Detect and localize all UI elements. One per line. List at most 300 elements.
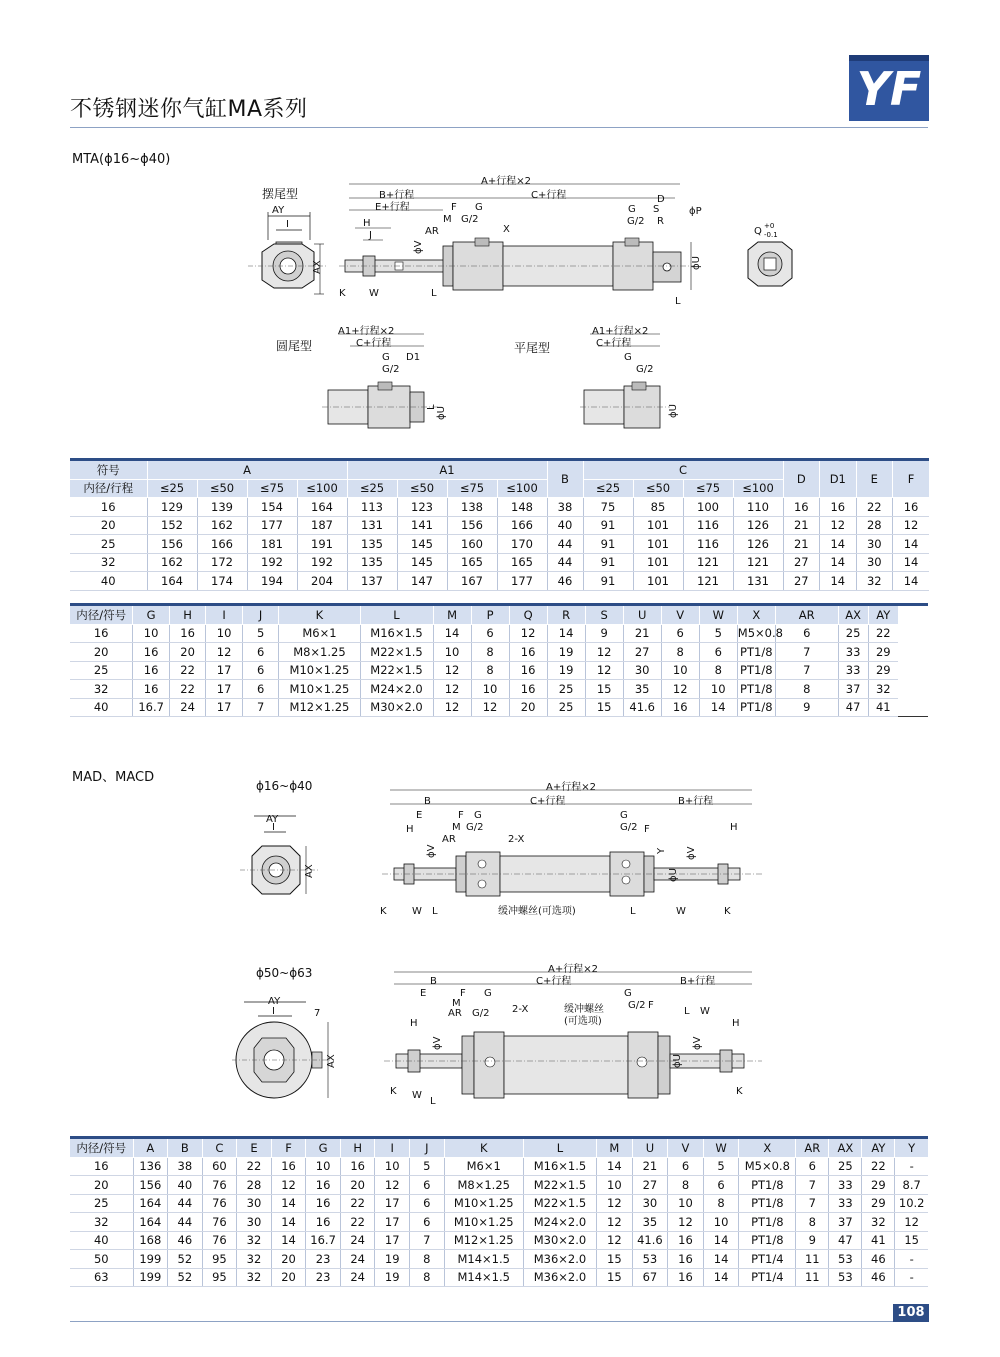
column-header: G [306, 1138, 341, 1158]
table-cell: 166 [497, 516, 547, 535]
table-cell: 40 [168, 1176, 203, 1195]
table-cell: 16 [820, 498, 857, 517]
table-cell: 22 [868, 624, 898, 643]
table-cell: 15 [597, 1250, 633, 1269]
table-cell: 50 [70, 1250, 133, 1269]
table-cell: 20 [509, 698, 547, 717]
header-b: B [547, 460, 583, 498]
table-cell: 101 [633, 535, 683, 554]
header-a-stroke: ≤75 [247, 479, 297, 498]
table-cell: 60 [202, 1157, 237, 1176]
dim-r: R [657, 216, 664, 227]
table-cell: 192 [247, 553, 297, 572]
mad-large-dim-7: 7 [314, 1008, 321, 1019]
table-cell: 12 [433, 680, 471, 699]
column-header: H [169, 605, 206, 625]
table-cell: 16 [306, 1176, 341, 1195]
column-header: E [237, 1138, 272, 1158]
table-cell: 194 [247, 572, 297, 591]
dim-x: X [503, 224, 510, 235]
table-cell: 14 [703, 1231, 739, 1250]
table-cell: 14 [703, 1268, 739, 1287]
table-cell: PT1/8 [739, 1231, 796, 1250]
column-header: 内径/符号 [70, 605, 133, 625]
dim-j: J [369, 230, 372, 241]
table-row [70, 661, 928, 680]
dim-k: K [339, 288, 346, 299]
column-header: AX [838, 605, 868, 625]
table-cell: 12 [585, 643, 623, 662]
table-cell: 9 [796, 1231, 829, 1250]
dim-ay: AY [272, 205, 285, 216]
table-cell: 33 [829, 1194, 862, 1213]
mad-dim-w-rear: W [676, 906, 686, 917]
table-cell: 33 [838, 643, 868, 662]
mad-large-dim-g-rear: G [624, 988, 632, 999]
table-cell: 37 [829, 1213, 862, 1232]
dim-w: W [369, 288, 379, 299]
table-cell: 12 [206, 643, 243, 662]
table-cell: M12×1.25 [279, 698, 360, 717]
table-cell: 91 [583, 572, 633, 591]
table-cell: 177 [247, 516, 297, 535]
table-cell: 12 [433, 661, 471, 680]
table-cell: 126 [733, 535, 783, 554]
table-cell: M36×2.0 [523, 1268, 596, 1287]
column-header: L [523, 1138, 596, 1158]
table-row [70, 1176, 928, 1195]
mad-dim-2x: 2-X [508, 834, 525, 845]
table-cell: 20 [70, 1176, 133, 1195]
page-number: 108 [893, 1304, 929, 1322]
header-a1-stroke: ≤100 [497, 479, 547, 498]
column-header: Y [895, 1138, 928, 1158]
table-cell: M6×1 [279, 624, 360, 643]
dim-g2: G/2 [461, 214, 479, 225]
table-cell: 165 [497, 553, 547, 572]
table-cell: 17 [206, 698, 243, 717]
table-cell: 63 [70, 1268, 133, 1287]
column-header: V [661, 605, 699, 625]
column-header: W [699, 605, 737, 625]
range-small-label: ϕ16~ϕ40 [256, 779, 313, 793]
table-cell: 22 [340, 1213, 375, 1232]
column-header: 内径/符号 [70, 1138, 133, 1158]
column-header: AX [829, 1138, 862, 1158]
table-cell: M10×1.25 [279, 661, 360, 680]
table-cell: 25 [829, 1157, 862, 1176]
header-a1: A1 [347, 460, 547, 480]
table-cell: 12 [661, 680, 699, 699]
mta-dimension-table-b [70, 603, 928, 717]
table-cell: 53 [829, 1268, 862, 1287]
mad-dim-h: H [406, 824, 414, 835]
mad-large-cushion-b: (可选项) [564, 1016, 602, 1027]
column-header: X [737, 605, 775, 625]
column-header: U [632, 1138, 668, 1158]
table-cell: M8×1.25 [279, 643, 360, 662]
table-cell: 156 [133, 1176, 168, 1195]
table-cell: 29 [868, 661, 898, 680]
logo-text: YF [856, 62, 922, 116]
header-a-stroke: ≤25 [147, 479, 197, 498]
table-cell: 131 [347, 516, 397, 535]
table-cell: 164 [133, 1194, 168, 1213]
header-f: F [893, 460, 930, 498]
dim-c-stroke: C+行程 [531, 190, 567, 201]
table-cell: 12 [895, 1213, 928, 1232]
mad-large-dim-k-rear: K [736, 1086, 743, 1097]
table-cell: 16 [133, 661, 170, 680]
table-cell: M10×1.25 [444, 1213, 523, 1232]
table-cell: 10.2 [895, 1194, 928, 1213]
table-cell: 135 [347, 553, 397, 572]
table-cell: 16 [340, 1157, 375, 1176]
table-cell: 41 [862, 1231, 895, 1250]
table-cell: 7 [775, 643, 838, 662]
table-cell: 16 [70, 624, 133, 643]
column-header: W [703, 1138, 739, 1158]
table-cell: 95 [202, 1268, 237, 1287]
table-cell: 164 [147, 572, 197, 591]
table-cell: 166 [197, 535, 247, 554]
table-cell: 162 [197, 516, 247, 535]
table-cell: 29 [868, 643, 898, 662]
table-cell: 6 [242, 680, 279, 699]
mad-dim-v: ϕV [426, 844, 437, 858]
table-cell: 137 [347, 572, 397, 591]
column-header: G [133, 605, 170, 625]
table-cell: 14 [699, 698, 737, 717]
mad-dim-ay: AY [266, 814, 279, 825]
table-cell: 5 [242, 624, 279, 643]
table-cell: 24 [340, 1231, 375, 1250]
table-cell: 9 [585, 624, 623, 643]
column-header: I [375, 1138, 410, 1158]
mad-dim-m: M [452, 822, 461, 833]
table-cell: 121 [733, 553, 783, 572]
mad-dim-g2: G/2 [466, 822, 484, 833]
mad-dim-g-rear: G [620, 810, 628, 821]
table-cell: 5 [410, 1157, 445, 1176]
dim-b-stroke: B+行程 [379, 190, 415, 201]
mta-swing-end-view [240, 200, 330, 305]
table-cell: 14 [433, 624, 471, 643]
table-cell: - [895, 1157, 928, 1176]
table-cell: 52 [168, 1250, 203, 1269]
mad-large-dim-h-rear: H [732, 1018, 740, 1029]
table-cell: 16 [70, 1157, 133, 1176]
table-cell: 17 [375, 1231, 410, 1250]
table-cell: 7 [796, 1176, 829, 1195]
table-cell: 44 [168, 1194, 203, 1213]
table-cell: 91 [583, 535, 633, 554]
mad-dim-g2-rear: G/2 [620, 822, 638, 833]
mad-small-side-view [378, 780, 768, 920]
mta-round-tail-view [320, 326, 455, 436]
table-cell: 10 [703, 1213, 739, 1232]
dim-c-flat: C+行程 [596, 338, 632, 349]
table-cell: 20 [70, 516, 147, 535]
table-cell: 35 [623, 680, 661, 699]
header-symbol: 符号 [70, 460, 147, 480]
table-cell: 17 [375, 1194, 410, 1213]
table-cell: 16 [70, 498, 147, 517]
table-cell: 25 [70, 1194, 133, 1213]
table-cell: 14 [271, 1194, 306, 1213]
table-cell: 16 [893, 498, 930, 517]
table-cell: 15 [585, 698, 623, 717]
mad-small-end-view [240, 808, 325, 913]
table-cell: 12 [597, 1213, 633, 1232]
table-cell: 6 [242, 643, 279, 662]
dim-l-round: L [426, 404, 437, 410]
table-cell: 10 [661, 661, 699, 680]
table-cell: 164 [133, 1213, 168, 1232]
table-cell: 44 [547, 535, 583, 554]
table-cell: M10×1.25 [279, 680, 360, 699]
table-cell: 14 [597, 1157, 633, 1176]
mad-dim-l-rear: L [630, 906, 636, 917]
table-cell: 116 [683, 516, 733, 535]
table-cell: 16 [306, 1213, 341, 1232]
table-cell: 8 [661, 643, 699, 662]
table-cell: 32 [862, 1213, 895, 1232]
table-cell: 16 [271, 1157, 306, 1176]
table-cell: 46 [862, 1268, 895, 1287]
table-cell: M22×1.5 [360, 661, 433, 680]
table-cell: 6 [796, 1157, 829, 1176]
table-cell: 27 [632, 1176, 668, 1195]
table-cell: 52 [168, 1268, 203, 1287]
mad-large-dim-k: K [390, 1086, 397, 1097]
header-a-stroke: ≤50 [197, 479, 247, 498]
table-cell: 14 [271, 1231, 306, 1250]
table-cell: 24 [169, 698, 206, 717]
table-cell: 6 [775, 624, 838, 643]
table-cell: PT1/8 [737, 698, 775, 717]
mad-large-dim-ay: AY [268, 996, 281, 1007]
header-c-stroke: ≤50 [633, 479, 683, 498]
table-cell: 32 [237, 1250, 272, 1269]
column-header: M [433, 605, 471, 625]
header-a-stroke: ≤100 [297, 479, 347, 498]
table-cell: 204 [297, 572, 347, 591]
table-cell: 101 [633, 572, 683, 591]
mad-large-dim-c-stroke: C+行程 [536, 976, 572, 987]
table-cell: 41.6 [632, 1231, 668, 1250]
table-cell: 27 [783, 553, 820, 572]
table-cell: 25 [70, 661, 133, 680]
table-cell: 14 [547, 624, 585, 643]
column-header: K [444, 1138, 523, 1158]
table-cell: 156 [147, 535, 197, 554]
table-cell: 6 [242, 661, 279, 680]
table-cell: 16 [668, 1268, 704, 1287]
table-cell: 24 [340, 1250, 375, 1269]
table-cell: 17 [206, 661, 243, 680]
mta-section-label: MTA(ϕ16~ϕ40) [72, 152, 171, 167]
table-cell: 16 [169, 624, 206, 643]
table-cell: 27 [783, 572, 820, 591]
dim-a-stroke: A+行程×2 [481, 176, 531, 187]
dim-g: G [475, 202, 483, 213]
table-cell: 8 [410, 1268, 445, 1287]
table-cell: 121 [683, 553, 733, 572]
table-cell: 135 [347, 535, 397, 554]
table-cell: 138 [447, 498, 497, 517]
dim-d1-round: D1 [406, 352, 421, 363]
table-cell: M5×0.8 [737, 624, 775, 643]
mad-large-dim-a-stroke: A+行程×2 [548, 964, 598, 975]
table-row [70, 553, 929, 572]
table-cell: 6 [410, 1213, 445, 1232]
dim-g2-flat: G/2 [636, 364, 654, 375]
mad-large-cushion-a: 缓冲螺丝 [564, 1004, 604, 1015]
table-cell: 25 [547, 680, 585, 699]
header-a1-stroke: ≤25 [347, 479, 397, 498]
table-row [70, 1194, 928, 1213]
dim-d: D [657, 194, 665, 205]
table-cell: M30×2.0 [523, 1231, 596, 1250]
table-cell: 22 [169, 661, 206, 680]
column-header: R [547, 605, 585, 625]
mad-large-dim-2x: 2-X [512, 1004, 529, 1015]
table-cell: 8 [775, 680, 838, 699]
table-cell: 15 [585, 680, 623, 699]
table-cell: 165 [447, 553, 497, 572]
table-cell: 91 [583, 516, 633, 535]
table-cell: 162 [147, 553, 197, 572]
table-cell: 101 [633, 516, 683, 535]
mad-dim-k-rear: K [724, 906, 731, 917]
mad-dim-v-rear: ϕV [686, 846, 697, 860]
table-cell: 12 [668, 1213, 704, 1232]
table-cell: 20 [271, 1250, 306, 1269]
dim-q-tol-down: -0.1 [764, 231, 778, 239]
table-cell: 44 [547, 553, 583, 572]
table-cell: 12 [433, 698, 471, 717]
table-cell: 47 [838, 698, 868, 717]
table-cell: 7 [775, 661, 838, 680]
table-cell: 145 [397, 535, 447, 554]
column-header: C [202, 1138, 237, 1158]
table-cell: 25 [70, 535, 147, 554]
table-cell: 76 [202, 1213, 237, 1232]
table-cell: 12 [597, 1231, 633, 1250]
mad-dim-f: F [458, 810, 464, 821]
table-cell: M24×2.0 [523, 1213, 596, 1232]
dim-f: F [451, 202, 457, 213]
table-cell: 8 [471, 643, 509, 662]
table-cell: 22 [856, 498, 893, 517]
table-cell: 20 [169, 643, 206, 662]
table-cell: 32 [70, 553, 147, 572]
table-cell: 131 [733, 572, 783, 591]
table-cell: 123 [397, 498, 447, 517]
column-header: Q [509, 605, 547, 625]
mad-dim-e: E [416, 810, 423, 821]
table-cell: 30 [237, 1194, 272, 1213]
mad-large-dim-b-stroke: B+行程 [680, 976, 716, 987]
table-cell: 6 [410, 1194, 445, 1213]
table-cell: 47 [829, 1231, 862, 1250]
table-cell: PT1/8 [739, 1213, 796, 1232]
table-cell: 8.7 [895, 1176, 928, 1195]
mad-large-dim-g: G [484, 988, 492, 999]
mad-large-dim-v: ϕV [432, 1036, 443, 1050]
mad-large-dim-g2-rear: G/2 [628, 1000, 646, 1011]
table-cell: 7 [410, 1231, 445, 1250]
table-cell: 8 [703, 1194, 739, 1213]
table-row [70, 1250, 928, 1269]
table-cell: 12 [375, 1176, 410, 1195]
mad-dim-l: L [432, 906, 438, 917]
table-cell: 75 [583, 498, 633, 517]
table-cell: 19 [375, 1268, 410, 1287]
mad-dim-w: W [412, 906, 422, 917]
header-d: D [783, 460, 820, 498]
table-cell: 6 [471, 624, 509, 643]
table-cell: 12 [820, 516, 857, 535]
dim-ar: AR [425, 226, 439, 237]
table-cell: 25 [547, 698, 585, 717]
table-cell: 95 [202, 1250, 237, 1269]
table-cell: PT1/4 [739, 1250, 796, 1269]
table-cell: M22×1.5 [360, 643, 433, 662]
column-header: X [739, 1138, 796, 1158]
dim-c-round: C+行程 [356, 338, 392, 349]
header-a: A [147, 460, 347, 480]
table-cell: 30 [623, 661, 661, 680]
mta-rear-end-view [740, 220, 800, 305]
mad-large-dim-w: W [412, 1090, 422, 1101]
table-cell: PT1/8 [739, 1176, 796, 1195]
dim-ax: AX [312, 260, 323, 274]
table-cell: 25 [838, 624, 868, 643]
table-cell: 32 [237, 1268, 272, 1287]
table-cell: - [895, 1268, 928, 1287]
table-cell: 141 [397, 516, 447, 535]
mad-large-end-view [228, 992, 343, 1112]
header-c-stroke: ≤25 [583, 479, 633, 498]
table-cell: 7 [242, 698, 279, 717]
table-cell: 156 [447, 516, 497, 535]
page-title: 不锈钢迷你气缸MA系列 [70, 97, 308, 122]
column-header: I [206, 605, 243, 625]
table-cell: 6 [699, 643, 737, 662]
table-cell: 139 [197, 498, 247, 517]
table-cell: 20 [70, 643, 133, 662]
table-cell: M16×1.5 [360, 624, 433, 643]
table-cell: 20 [271, 1268, 306, 1287]
table-cell: 12 [509, 624, 547, 643]
table-cell: 199 [133, 1250, 168, 1269]
table-cell: 101 [633, 553, 683, 572]
table-cell: 30 [856, 535, 893, 554]
table-cell: 17 [206, 680, 243, 699]
table-cell: PT1/8 [737, 680, 775, 699]
mad-large-side-view [380, 962, 770, 1112]
table-cell: 116 [683, 535, 733, 554]
table-cell: M8×1.25 [444, 1176, 523, 1195]
table-cell: 168 [133, 1231, 168, 1250]
dim-i: I [286, 219, 289, 230]
table-cell: M16×1.5 [523, 1157, 596, 1176]
table-cell: 8 [668, 1176, 704, 1195]
table-cell: PT1/8 [737, 661, 775, 680]
table-cell: M22×1.5 [523, 1194, 596, 1213]
